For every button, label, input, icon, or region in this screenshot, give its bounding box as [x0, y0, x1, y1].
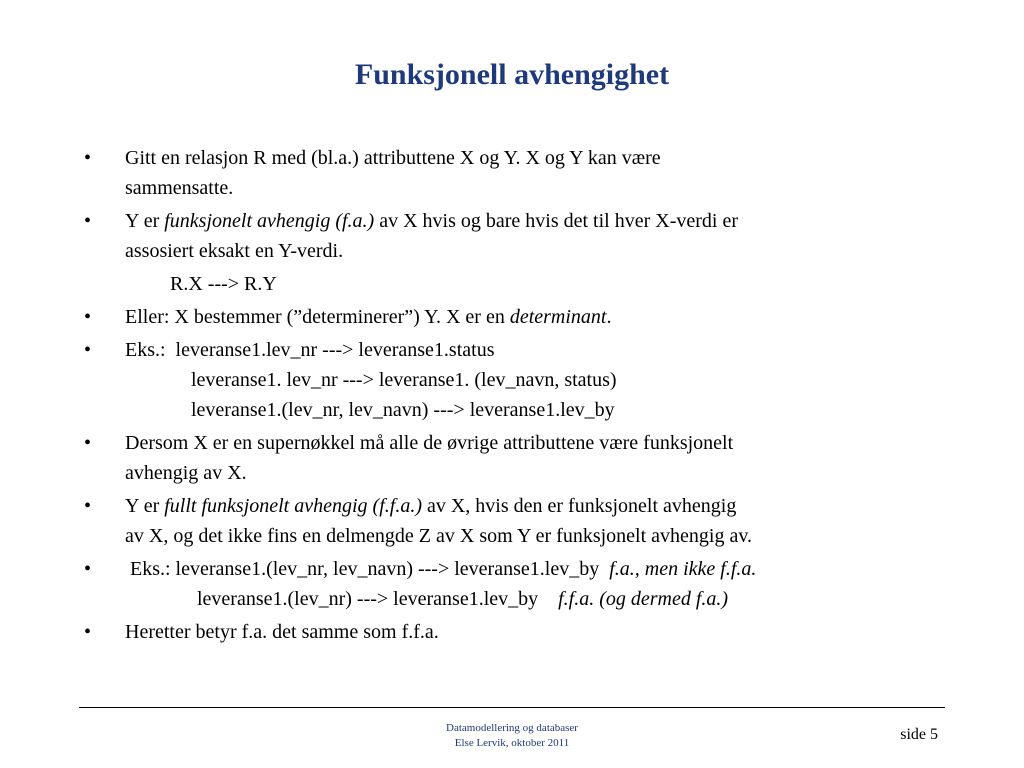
bullet-glyph: • [84, 432, 92, 454]
example-line-1: Eks.: leveranse1.(lev_nr, lev_navn) ---> leveranse1.lev_by [125, 558, 610, 580]
bullet-text-emphasis: determinant [509, 306, 607, 328]
example-line-3: leveranse1.(lev_nr, lev_navn) ---> leveranse1.lev_by [191, 399, 615, 421]
bullet-glyph: • [84, 558, 92, 580]
bullet-text-continuation: sammensatte. [125, 177, 234, 199]
bullet-text-emphasis: funksjonelt avhengig (f.a.) [164, 210, 375, 232]
bullet-text: Heretter betyr f.a. det samme som f.f.a. [125, 621, 439, 643]
footer-course-title: Datamodellering og databaser [446, 722, 578, 734]
bullet-glyph: • [84, 306, 92, 328]
bullet-text-pre: Eller: X bestemmer (”determinerer”) Y. X er en [125, 306, 510, 328]
example-line-2-note: f.f.a. (og dermed f.a.) [558, 588, 729, 610]
bullet-text: Gitt en relasjon R med (bl.a.) attributtene X og Y. X og Y kan være [125, 147, 661, 169]
sub-item-notation: R.X ---> R.Y [170, 273, 277, 295]
bullet-glyph: • [84, 621, 92, 643]
bullet-item-5 [84, 428, 944, 488]
example-line-2: leveranse1. lev_nr ---> leveranse1. (lev_navn, status) [191, 369, 617, 391]
bullet-item-7 [84, 554, 944, 614]
bullet-item-1 [84, 143, 944, 203]
bullet-glyph: • [84, 495, 92, 517]
bullet-text-pre: Y er [125, 210, 165, 232]
bullet-text-post: av X, hvis den er funksjonelt avhengig [421, 495, 737, 517]
page-number: side 5 [900, 726, 938, 743]
example-line-2: leveranse1.(lev_nr) ---> leveranse1.lev_by [197, 588, 559, 610]
bullet-text-pre: Y er [125, 495, 165, 517]
bullet-text-emphasis: fullt funksjonelt avhengig (f.f.a.) [164, 495, 422, 517]
example-line-1: Eks.: leveranse1.lev_nr ---> leveranse1.status [125, 339, 495, 361]
bullet-item-4 [84, 335, 944, 425]
bullet-item-2 [84, 206, 944, 266]
bullet-item-8 [84, 617, 944, 647]
bullet-glyph: • [84, 147, 92, 169]
slide-title: Funksjonell avhengighet [354, 58, 670, 91]
bullet-item-6 [84, 491, 944, 551]
bullet-glyph: • [84, 210, 92, 232]
bullet-text: Dersom X er en supernøkkel må alle de øvrige attributtene være funksjonelt [125, 432, 734, 454]
footer-course-info [0, 721, 1024, 751]
bullet-text-continuation: avhengig av X. [125, 462, 247, 484]
bullet-item-3 [84, 302, 944, 332]
bullet-text-post: . [606, 306, 612, 328]
bullet-text-post: av X hvis og bare hvis det til hver X-verdi er [374, 210, 738, 232]
bullet-text-continuation: av X, og det ikke fins en delmengde Z av X som Y er funksjonelt avhengig av. [125, 525, 753, 547]
bullet-text-continuation: assosiert eksakt en Y-verdi. [125, 240, 344, 262]
bullet-glyph: • [84, 339, 92, 361]
footer-divider [79, 707, 945, 708]
footer-author-date: Else Lervik, oktober 2011 [454, 737, 570, 749]
example-line-1-note: f.a., men ikke f.f.a. [609, 558, 757, 580]
slide-content [84, 143, 944, 650]
